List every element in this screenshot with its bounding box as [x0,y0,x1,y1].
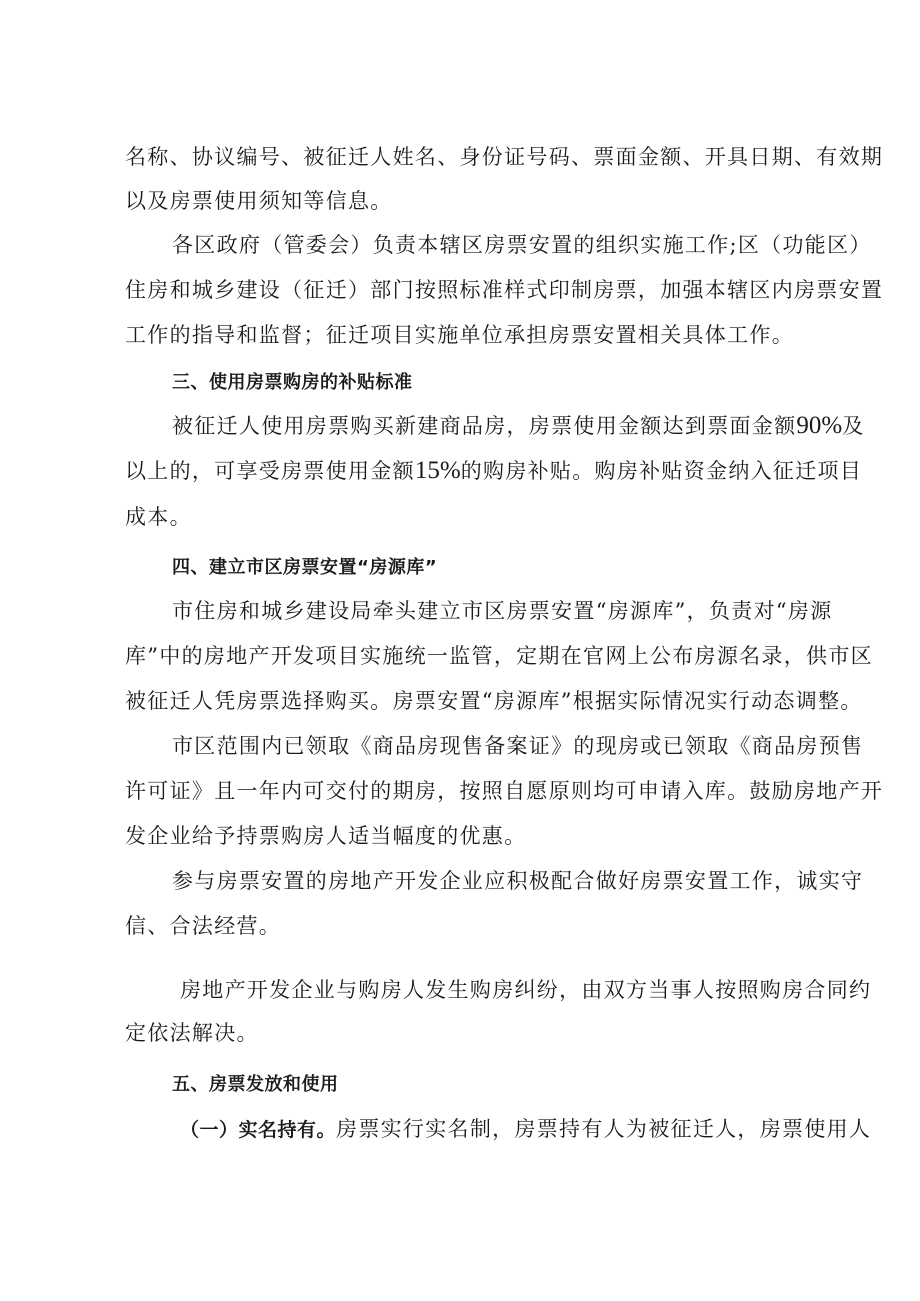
body-text-line: 参与房票安置的房地产开发企业应积极配合做好房票安置工作，诚实守 [172,869,864,893]
body-text-line: 市区范围内已领取《商品房现售备案证》的现房或已领取《商品房预售 [172,734,864,758]
body-text: 房票实行实名制，房票持有人为被征迁人，房票使用人 [336,1117,872,1141]
body-text-line [172,411,865,441]
body-text-line: 许可证》且一年内可交付的期房，按照自愿原则均可申请入库。鼓励房地产开 [125,779,884,803]
body-text-line [125,456,862,486]
body-text: 被征迁人使用房票购买新建商品房，房票使用金额达到票面金额 [172,414,797,438]
body-text-line: 工作的指导和监督；征迁项目实施单位承担房票安置相关具体工作。 [125,323,794,347]
body-text-line: 名称、协议编号、被征迁人姓名、身份证号码、票面金额、开具日期、有效期 [125,145,884,169]
percentage-value: 15% [414,457,461,484]
body-text-line: 住房和城乡建设（征迁）部门按照标准样式印制房票，加强本辖区内房票安置 [125,278,884,302]
body-text-line: 成本。 [125,505,192,529]
body-text: 的购房补贴。购房补贴资金纳入征迁项目 [460,459,863,483]
body-text-line: 库”中的房地产开发项目实施统一监管，定期在官网上公布房源名录，供市区 [125,644,873,668]
body-text-line: 被征迁人凭房票选择购买。房票安置“房源库”根据实际情况实行动态调整。 [125,689,863,713]
body-text-line: 发企业给予持票购房人适当幅度的优惠。 [125,824,527,848]
section-heading: 三、使用房票购房的补贴标准 [172,372,413,393]
section-heading: 五、房票发放和使用 [172,1074,339,1095]
body-text-line: 房地产开发企业与购房人发生购房纠纷，由双方当事人按照购房合同约 [180,978,872,1002]
body-text-line [180,1114,871,1145]
bold-lead-in: （一）实名持有。 [180,1119,337,1141]
percentage-value: 90% [796,412,843,439]
section-heading: 四、建立市区房票安置“房源库” [172,557,438,578]
body-text-line: 以及房票使用须知等信息。 [125,189,393,213]
body-text-line: 定依法解决。 [125,1021,259,1045]
body-text: 以上的，可享受房票使用金额 [125,459,415,483]
body-text-line: 各区政府（管委会）负责本辖区房票安置的组织实施工作;区（功能区） [172,233,872,257]
body-text-line: 市住房和城乡建设局牵头建立市区房票安置“房源库”，负责对“房源 [172,599,833,623]
body-text: 及 [842,414,865,438]
body-text-line: 信、合法经营。 [125,914,282,938]
